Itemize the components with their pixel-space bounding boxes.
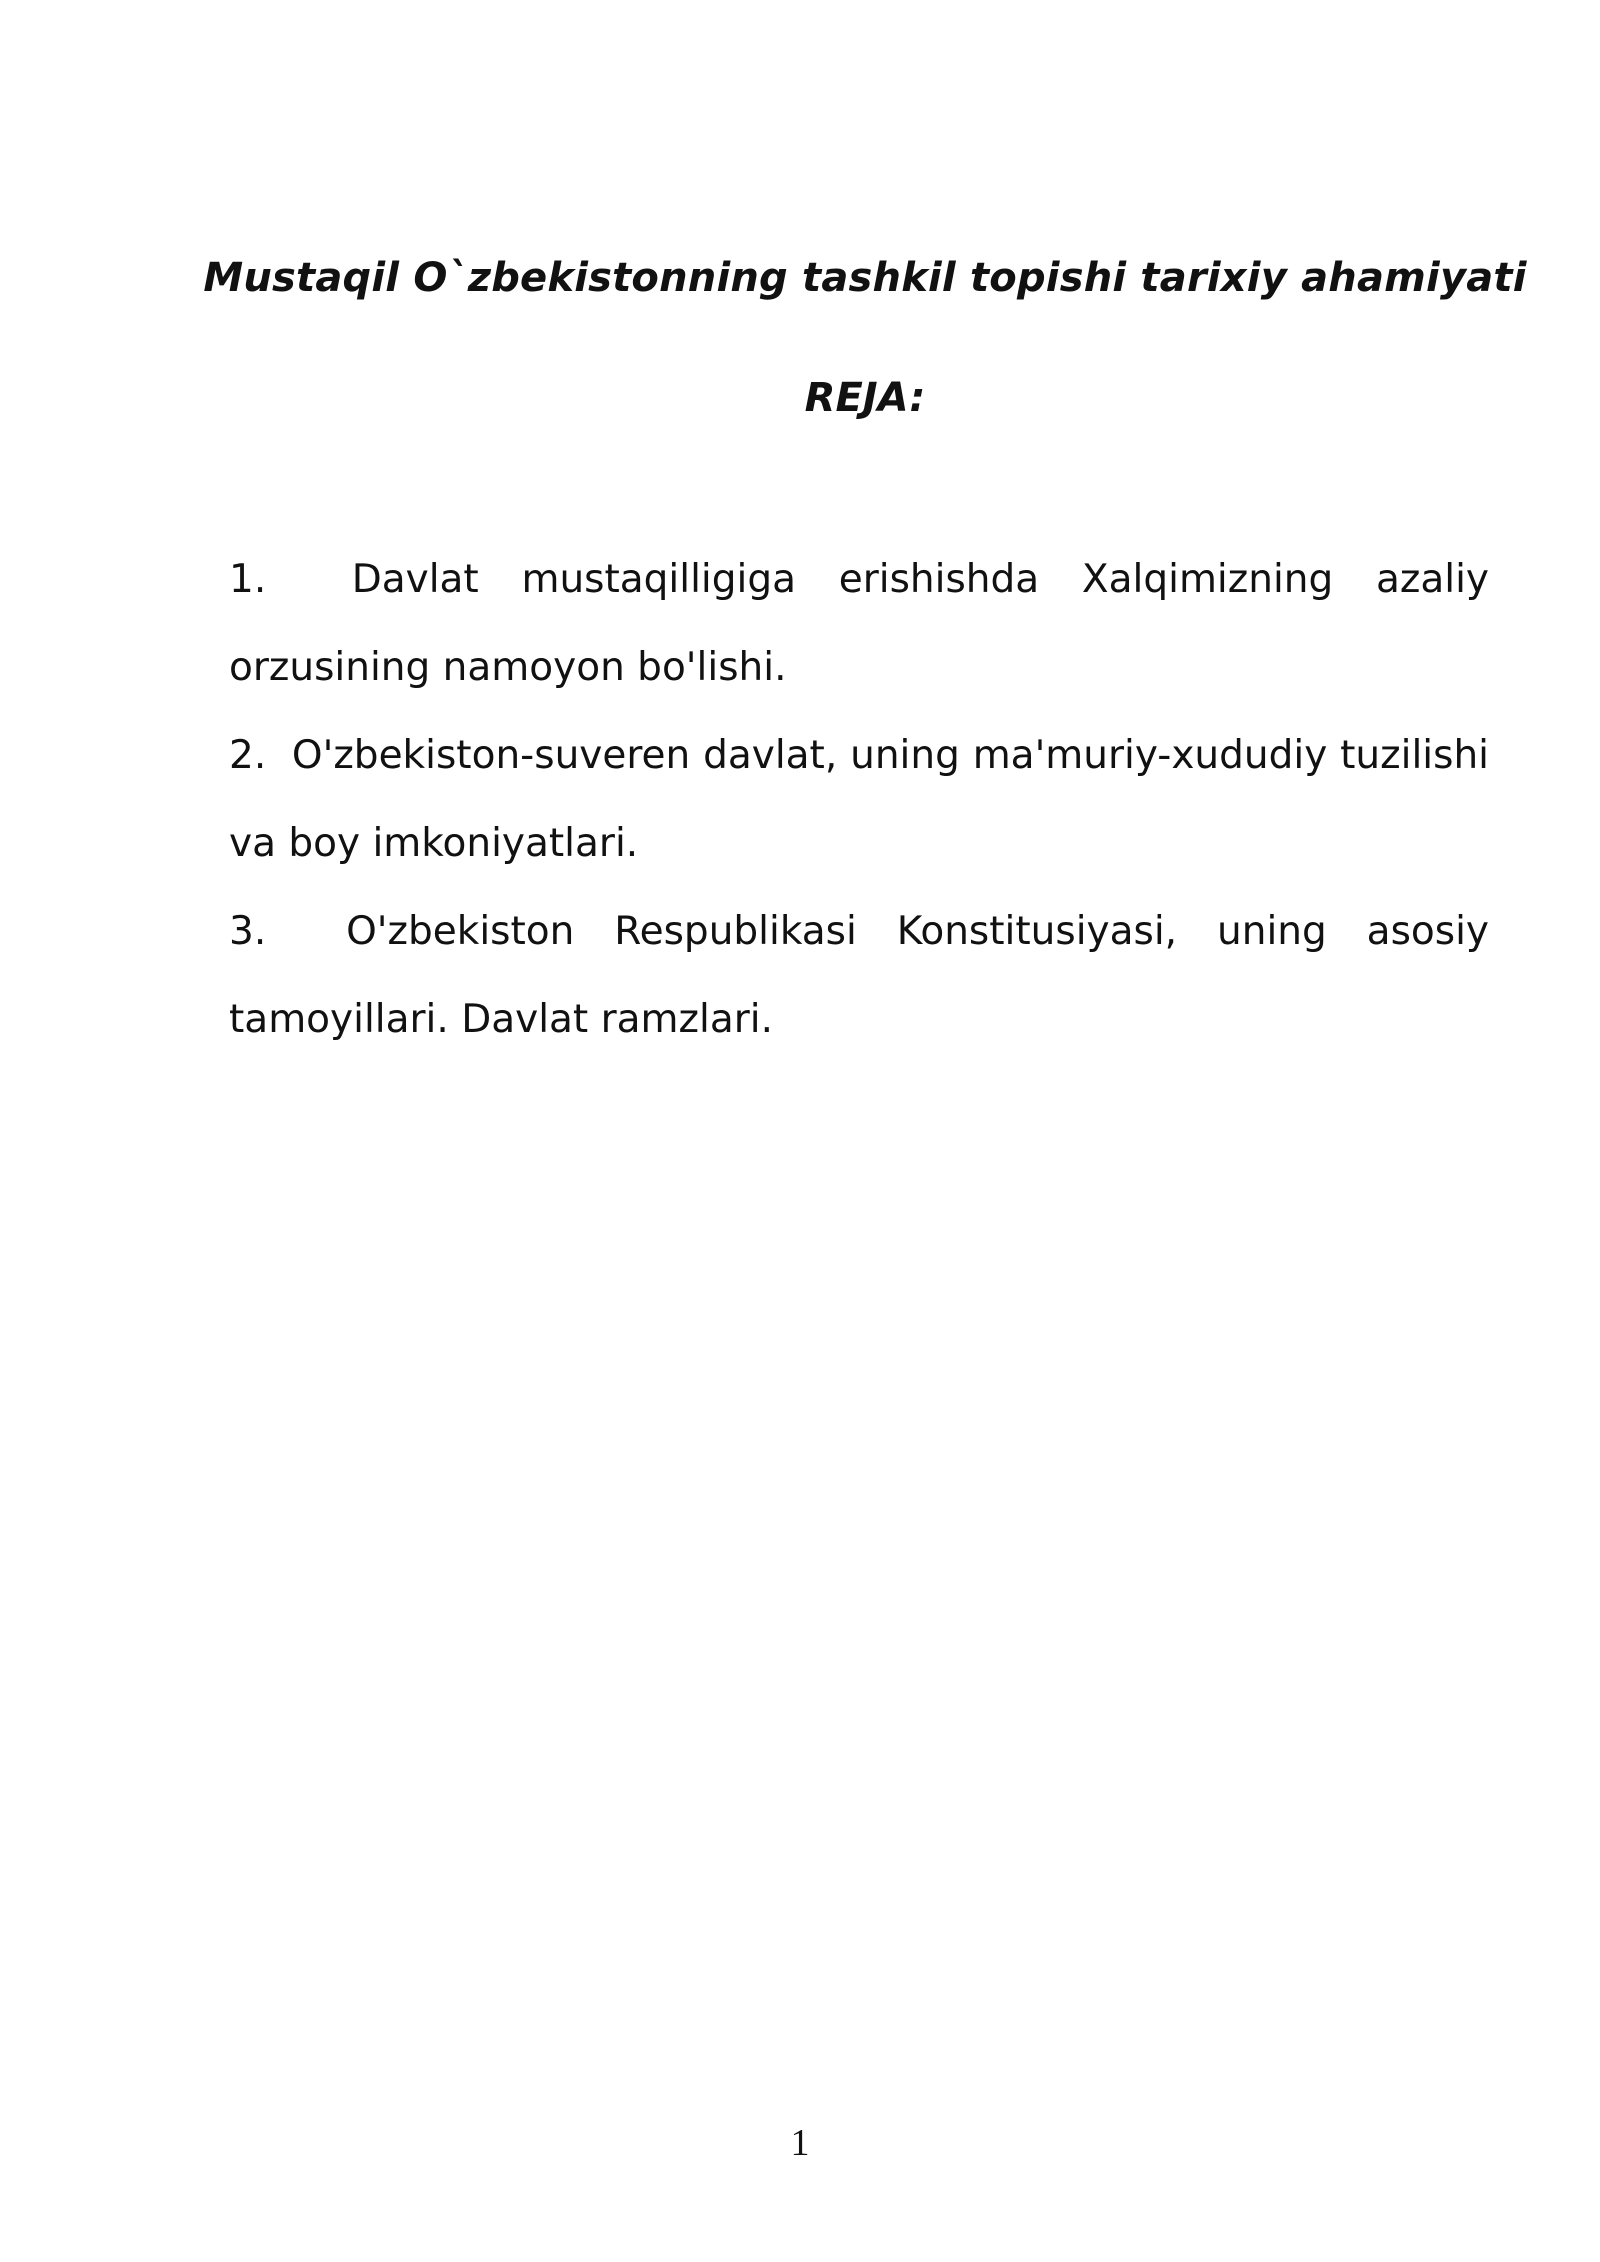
plan-item-text: O'zbekiston Respublikasi Konstitusiyasi, uning asosiy tamoyillari. Davlat ramzlari. xyxy=(229,909,1489,1042)
plan-item-text: Davlat mustaqilligiga erishishda Xalqimizning azaliy orzusining namoyon bo'lishi. xyxy=(229,557,1490,690)
plan-item-number: 2. xyxy=(229,733,267,778)
plan-item-2 xyxy=(229,712,1489,888)
plan-list xyxy=(229,536,1489,1064)
plan-item-number: 1. xyxy=(229,557,267,602)
plan-item-number: 3. xyxy=(229,909,267,954)
page-number: 1 xyxy=(790,2122,810,2164)
plan-heading: REJA: xyxy=(804,375,926,421)
plan-item-text: O'zbekiston-suveren davlat, uning ma'muriy-xududiy tuzilishi va boy imkoniyatlari. xyxy=(229,733,1489,866)
plan-item-1 xyxy=(229,536,1489,712)
document-title: Mustaqil O`zbekistonning tashkil topishi tarixiy ahamiyati xyxy=(203,255,1527,301)
plan-item-3 xyxy=(229,888,1489,1064)
